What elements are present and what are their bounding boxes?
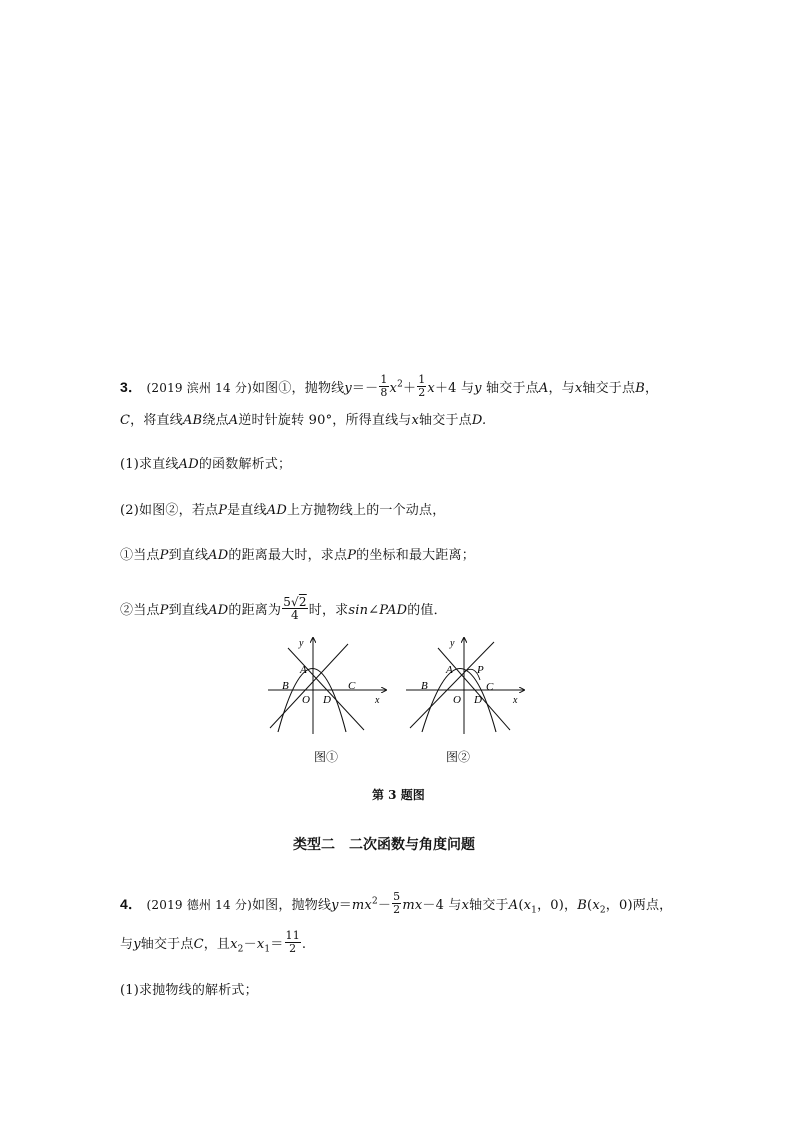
q4-var: mx [351, 898, 372, 913]
q4-text: － [243, 937, 257, 952]
q3-text: 的坐标和最大距离； [356, 548, 475, 563]
q4-text: ，且 [203, 937, 231, 952]
q3-text: ， [644, 381, 659, 396]
q4-text: ，0)， [537, 898, 578, 913]
label-O: O [302, 694, 310, 706]
label-O: O [453, 694, 461, 706]
q3-var: AD [208, 603, 229, 618]
label-y: y [450, 638, 455, 649]
q3-var: P [218, 503, 228, 518]
q3-text: 到直线 [168, 603, 209, 618]
q4-frac-num: 5 [393, 890, 401, 903]
q3-eq-frac1 [379, 374, 388, 399]
q4-line-1 [120, 890, 673, 919]
q4-var: y [133, 937, 141, 952]
q3-eq-sup2: 2 [397, 379, 403, 390]
q4-text: 轴交于 [469, 898, 509, 913]
q3-var: AB [182, 413, 203, 428]
q3-var: P [159, 548, 169, 563]
section-heading: 类型二 二次函数与角度问题 [293, 837, 475, 853]
q3-text: 逆时针旋转 90°，所得直线与 [238, 413, 412, 428]
q3-text: 绕点 [202, 413, 229, 428]
q4-var: x [592, 898, 600, 913]
q4-var: x [256, 937, 265, 952]
q3-text: 的距离最大时，求点 [228, 548, 348, 563]
q3-frac2-den: 2 [418, 386, 426, 399]
q3-frac2-num: 1 [418, 373, 426, 386]
q3-frac1-den: 8 [380, 386, 388, 399]
q4-part-1: (1)求抛物线的解析式； [120, 983, 258, 998]
q3-sub2-frac-num [282, 596, 308, 608]
q3-line-2 [120, 413, 486, 429]
label-B: B [421, 680, 428, 692]
q4-text: 与 [444, 898, 462, 913]
q3-sub2-frac-den: 4 [282, 608, 308, 621]
q4-frac-den: 2 [285, 942, 301, 955]
q4-sup: 2 [371, 896, 378, 907]
q3-text: (1)求直线 [120, 457, 179, 472]
q3-var: P [159, 603, 169, 618]
q4-number: 4． [120, 896, 143, 912]
q3-sub2-frac [282, 596, 308, 621]
q3-intro: 如图①，抛物线 [251, 381, 345, 396]
q3-sub-1 [120, 548, 475, 564]
q3-var: A [228, 413, 239, 428]
q3-text: 轴交于点 [419, 413, 472, 428]
label-C: C [348, 680, 356, 692]
q3-sub2-frac-coef: 5 [283, 595, 292, 609]
q3-var: y [474, 381, 482, 396]
q3-sub-2 [120, 595, 447, 623]
q3-text: 是直线 [227, 503, 267, 518]
q3-text: 的函数解析式； [198, 457, 292, 472]
label-A: A [446, 664, 453, 676]
q3-text: ②当点 [120, 603, 160, 618]
q4-text: －4 [422, 898, 445, 913]
q3-eq-y: y [344, 381, 352, 396]
q3-text: 的值． [407, 603, 447, 618]
q3-text: 与 [456, 381, 475, 396]
q3-text: ①当点 [120, 548, 160, 563]
label-y: y [299, 638, 304, 649]
q3-var: C [120, 413, 131, 428]
q3-eq-frac2 [417, 374, 426, 399]
figure-caption: 第 3 题图 [372, 788, 425, 802]
q3-eq-eq: ＝－ [351, 381, 379, 396]
q4-var: x [461, 898, 470, 913]
q4-var: mx [402, 898, 423, 913]
q4-frac-den: 2 [393, 903, 401, 916]
label-D: D [323, 694, 331, 706]
q4-sub: 2 [599, 905, 606, 916]
q4-text: ＝ [338, 898, 352, 913]
q4-text: ( [587, 898, 593, 913]
q4-source: (2019 德州 14 分) [146, 898, 252, 912]
q4-line-2 [120, 929, 307, 958]
q4-text: ＝ [270, 937, 284, 952]
q4-sub: 1 [264, 944, 271, 955]
q3-text: ，将直线 [130, 413, 183, 428]
q3-var: sin∠PAD [348, 603, 408, 618]
q3-text: ，与 [548, 381, 575, 396]
label-x: x [375, 695, 380, 706]
line-AD [438, 648, 510, 730]
q3-text: (2)如图②，若点 [120, 503, 219, 518]
q3-frac1-num: 1 [380, 373, 388, 386]
q4-text: ( [518, 898, 524, 913]
figure-2 [400, 632, 530, 742]
label-P: P [477, 664, 484, 676]
q3-var: D. [471, 413, 487, 428]
q3-var: x [574, 381, 583, 396]
q3-eq-x2: x [389, 381, 398, 396]
q3-eq-plus: ＋ [403, 381, 417, 396]
q4-sub: 1 [531, 905, 538, 916]
q3-line-1 [120, 373, 659, 401]
q4-var: y [331, 898, 339, 913]
label-C: C [486, 681, 494, 693]
q3-var: AD [266, 503, 287, 518]
q4-text: － [377, 898, 392, 913]
figure-1-caption: 图① [314, 750, 339, 764]
figure-1 [262, 632, 392, 742]
q3-var: B [635, 381, 645, 396]
label-x: x [513, 695, 518, 706]
q4-eq-frac [392, 891, 401, 916]
q4-var: A [508, 898, 519, 913]
q3-eq-x: x [427, 381, 435, 396]
q3-number: 3． [120, 379, 143, 395]
q4-text: 与 [120, 937, 134, 952]
q3-var: P [347, 548, 357, 563]
q3-text: 到直线 [168, 548, 209, 563]
label-D: D [474, 694, 482, 706]
q4-text: . [301, 937, 307, 952]
label-A: A [300, 664, 307, 676]
sqrt-symbol: √ [291, 595, 299, 609]
q4-var: x [230, 937, 238, 952]
q4-frac-num: 11 [285, 929, 300, 942]
q4-text: ，0)两点， [605, 898, 673, 913]
q3-var: AD [208, 548, 229, 563]
q3-part-1 [120, 457, 291, 473]
label-B: B [282, 680, 289, 692]
q4-line2-frac [285, 930, 301, 955]
q3-text: 上方抛物线上的一个动点， [287, 503, 446, 518]
q3-eq-plus4: ＋4 [434, 381, 457, 396]
q4-text: 如图，抛物线 [251, 898, 332, 913]
q3-var: AD [178, 457, 199, 472]
q3-var: x [411, 413, 420, 428]
q4-var: C [193, 937, 204, 952]
q4-sub: 2 [237, 944, 244, 955]
q3-text: 的距离为 [228, 603, 282, 618]
q3-text: 时，求 [308, 603, 349, 618]
q3-sub2-frac-root: 2 [298, 595, 307, 609]
q3-var: A [538, 381, 549, 396]
q3-source: (2019 滨州 14 分) [146, 381, 252, 395]
q3-text: 轴交于点 [582, 381, 636, 396]
q3-part-2 [120, 503, 445, 519]
q4-text: 轴交于点 [140, 937, 194, 952]
q4-var: x [523, 898, 532, 913]
figure-2-caption: 图② [446, 750, 471, 764]
q4-var: B [577, 898, 588, 913]
q3-text: 轴交于点 [481, 381, 539, 396]
